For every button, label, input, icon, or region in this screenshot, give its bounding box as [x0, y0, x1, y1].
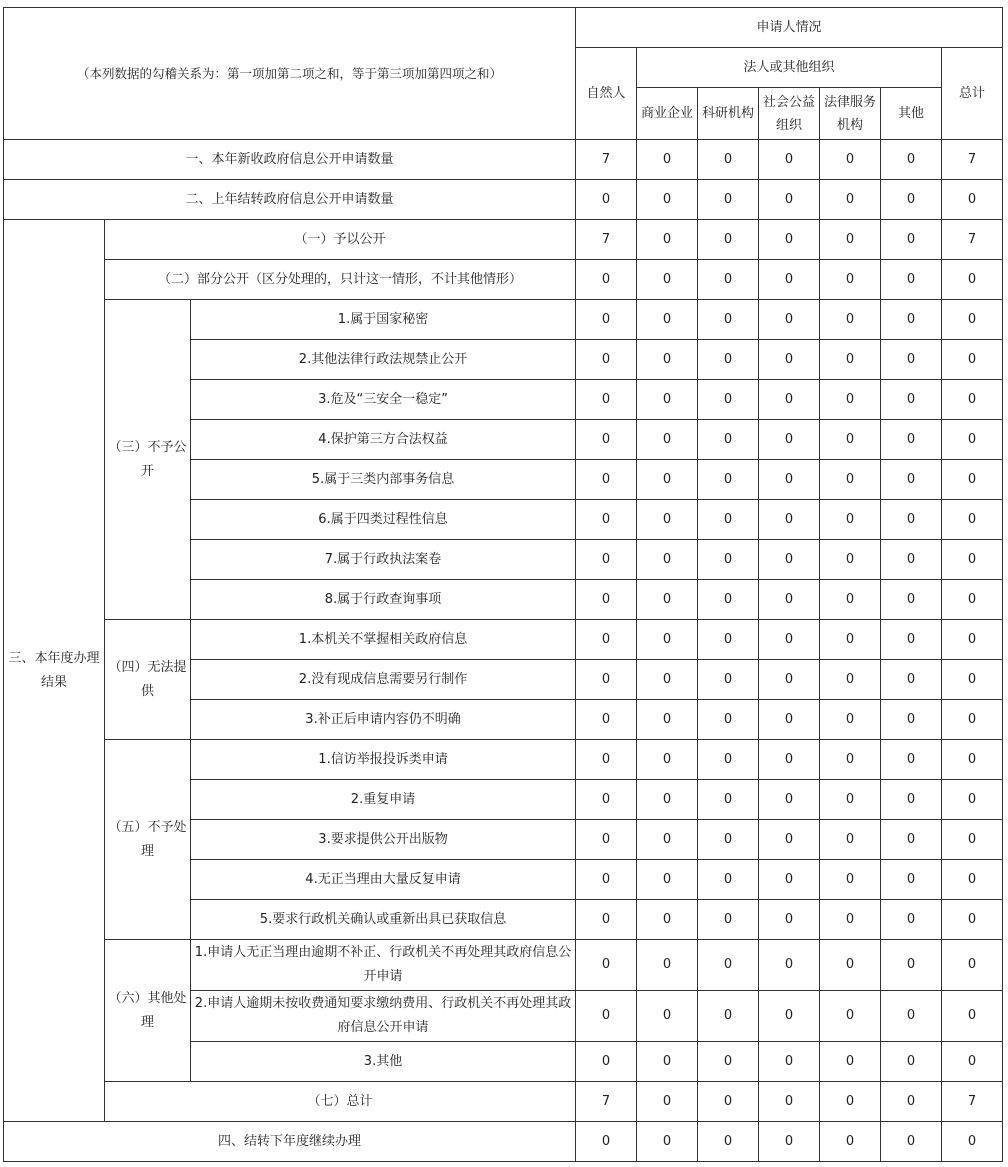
table-row	[4, 220, 1003, 260]
value-cell: 0	[881, 580, 942, 620]
row-label: （七）总计	[105, 1082, 576, 1122]
value-cell: 0	[576, 580, 637, 620]
table-row	[4, 620, 1003, 660]
row-label: 2.申请人逾期未按收费通知要求缴纳费用、行政机关不再处理其政府信息公开申请	[191, 991, 576, 1042]
value-cell: 0	[942, 620, 1003, 660]
value-cell: 0	[759, 660, 820, 700]
value-cell: 0	[942, 460, 1003, 500]
subcol-header: 社会公益组织	[759, 88, 820, 140]
total-header: 总计	[942, 48, 1003, 140]
value-cell: 0	[820, 860, 881, 900]
value-cell: 0	[637, 820, 698, 860]
value-cell: 0	[942, 540, 1003, 580]
value-cell: 0	[820, 220, 881, 260]
value-cell: 0	[576, 380, 637, 420]
value-cell: 0	[942, 660, 1003, 700]
value-cell: 0	[820, 660, 881, 700]
value-cell: 0	[637, 500, 698, 540]
value-cell: 0	[881, 420, 942, 460]
value-cell: 0	[576, 940, 637, 991]
section-label: 三、本年度办理结果	[4, 220, 105, 1122]
legal-org-header: 法人或其他组织	[637, 48, 942, 88]
value-cell: 0	[881, 940, 942, 991]
row-label: 7.属于行政执法案卷	[191, 540, 576, 580]
table-row	[4, 1082, 1003, 1122]
value-cell: 0	[759, 260, 820, 300]
row-label: 5.要求行政机关确认或重新出具已获取信息	[191, 900, 576, 940]
value-cell: 0	[576, 540, 637, 580]
disclosure-table	[3, 7, 1003, 1162]
value-cell: 0	[942, 1122, 1003, 1162]
value-cell: 0	[881, 300, 942, 340]
row-label: 8.属于行政查询事项	[191, 580, 576, 620]
value-cell: 0	[576, 500, 637, 540]
value-cell: 0	[698, 140, 759, 180]
value-cell: 0	[820, 460, 881, 500]
value-cell: 0	[942, 700, 1003, 740]
value-cell: 0	[637, 180, 698, 220]
value-cell: 0	[637, 420, 698, 460]
value-cell: 0	[759, 1122, 820, 1162]
value-cell: 0	[759, 380, 820, 420]
value-cell: 0	[637, 580, 698, 620]
value-cell: 0	[759, 460, 820, 500]
value-cell: 0	[637, 220, 698, 260]
row-label: 四、结转下年度继续办理	[4, 1122, 576, 1162]
value-cell: 0	[759, 700, 820, 740]
value-cell: 0	[942, 420, 1003, 460]
value-cell: 0	[881, 220, 942, 260]
value-cell: 0	[576, 860, 637, 900]
table-row	[4, 140, 1003, 180]
row-label: （一）予以公开	[105, 220, 576, 260]
value-cell: 0	[576, 420, 637, 460]
value-cell: 0	[820, 820, 881, 860]
table-row	[4, 1122, 1003, 1162]
row-label: 6.属于四类过程性信息	[191, 500, 576, 540]
value-cell: 0	[759, 220, 820, 260]
row-label: 一、本年新收政府信息公开申请数量	[4, 140, 576, 180]
value-cell: 0	[881, 820, 942, 860]
value-cell: 0	[881, 1082, 942, 1122]
value-cell: 0	[576, 620, 637, 660]
table-row	[4, 740, 1003, 780]
value-cell: 0	[698, 340, 759, 380]
value-cell: 0	[637, 860, 698, 900]
value-cell: 0	[881, 1042, 942, 1082]
value-cell: 0	[759, 420, 820, 460]
value-cell: 0	[698, 420, 759, 460]
value-cell: 0	[698, 1082, 759, 1122]
row-label: 5.属于三类内部事务信息	[191, 460, 576, 500]
value-cell: 0	[637, 460, 698, 500]
value-cell: 0	[637, 260, 698, 300]
value-cell: 7	[576, 140, 637, 180]
group-label: （三）不予公开	[105, 300, 191, 620]
value-cell: 0	[820, 140, 881, 180]
value-cell: 0	[881, 900, 942, 940]
value-cell: 0	[698, 860, 759, 900]
value-cell: 7	[942, 1082, 1003, 1122]
value-cell: 0	[881, 540, 942, 580]
value-cell: 0	[820, 1042, 881, 1082]
value-cell: 0	[637, 1122, 698, 1162]
note-cell: （本列数据的勾稽关系为：第一项加第二项之和，等于第三项加第四项之和）	[4, 8, 576, 140]
table-row	[4, 260, 1003, 300]
value-cell: 0	[820, 740, 881, 780]
row-label: 1.本机关不掌握相关政府信息	[191, 620, 576, 660]
value-cell: 0	[820, 700, 881, 740]
value-cell: 0	[759, 1082, 820, 1122]
value-cell: 0	[637, 700, 698, 740]
value-cell: 0	[820, 1082, 881, 1122]
value-cell: 0	[820, 380, 881, 420]
value-cell: 0	[698, 460, 759, 500]
value-cell: 0	[576, 740, 637, 780]
value-cell: 0	[637, 740, 698, 780]
value-cell: 0	[759, 860, 820, 900]
subcol-header: 科研机构	[698, 88, 759, 140]
table-row	[4, 300, 1003, 340]
row-label: 1.信访举报投诉类申请	[191, 740, 576, 780]
value-cell: 0	[637, 1082, 698, 1122]
value-cell: 0	[820, 1122, 881, 1162]
value-cell: 0	[942, 940, 1003, 991]
value-cell: 0	[698, 660, 759, 700]
value-cell: 0	[698, 740, 759, 780]
value-cell: 0	[820, 580, 881, 620]
subcol-header: 其他	[881, 88, 942, 140]
value-cell: 0	[759, 620, 820, 660]
group-label: （四）无法提供	[105, 620, 191, 740]
value-cell: 0	[759, 140, 820, 180]
value-cell: 0	[698, 580, 759, 620]
value-cell: 0	[881, 500, 942, 540]
value-cell: 0	[637, 780, 698, 820]
applicant-header: 申请人情况	[576, 8, 1003, 48]
value-cell: 0	[698, 900, 759, 940]
value-cell: 0	[576, 660, 637, 700]
table-row	[4, 940, 1003, 991]
value-cell: 0	[698, 1122, 759, 1162]
value-cell: 0	[881, 180, 942, 220]
value-cell: 0	[698, 500, 759, 540]
value-cell: 0	[881, 660, 942, 700]
value-cell: 0	[942, 500, 1003, 540]
value-cell: 0	[881, 700, 942, 740]
row-label: （二）部分公开（区分处理的，只计这一情形，不计其他情形）	[105, 260, 576, 300]
group-label: （五）不予处理	[105, 740, 191, 940]
value-cell: 0	[820, 260, 881, 300]
value-cell: 0	[942, 300, 1003, 340]
value-cell: 0	[637, 380, 698, 420]
table-row	[4, 180, 1003, 220]
value-cell: 0	[576, 180, 637, 220]
subcol-header: 法律服务机构	[820, 88, 881, 140]
value-cell: 0	[881, 860, 942, 900]
value-cell: 0	[576, 820, 637, 860]
row-label: 2.没有现成信息需要另行制作	[191, 660, 576, 700]
row-label: 4.保护第三方合法权益	[191, 420, 576, 460]
value-cell: 0	[820, 500, 881, 540]
value-cell: 0	[698, 220, 759, 260]
value-cell: 0	[881, 780, 942, 820]
value-cell: 0	[820, 300, 881, 340]
value-cell: 0	[698, 1042, 759, 1082]
value-cell: 0	[759, 1042, 820, 1082]
value-cell: 0	[637, 940, 698, 991]
value-cell: 0	[942, 860, 1003, 900]
value-cell: 0	[759, 500, 820, 540]
value-cell: 0	[698, 820, 759, 860]
value-cell: 0	[576, 300, 637, 340]
value-cell: 0	[820, 940, 881, 991]
subcol-header: 商业企业	[637, 88, 698, 140]
value-cell: 0	[759, 740, 820, 780]
value-cell: 0	[820, 340, 881, 380]
value-cell: 0	[942, 580, 1003, 620]
value-cell: 7	[942, 140, 1003, 180]
value-cell: 0	[759, 991, 820, 1042]
value-cell: 0	[881, 740, 942, 780]
value-cell: 0	[942, 380, 1003, 420]
value-cell: 0	[942, 740, 1003, 780]
value-cell: 0	[820, 180, 881, 220]
value-cell: 0	[698, 991, 759, 1042]
value-cell: 0	[698, 700, 759, 740]
value-cell: 0	[759, 580, 820, 620]
value-cell: 0	[637, 540, 698, 580]
value-cell: 7	[942, 220, 1003, 260]
value-cell: 0	[881, 991, 942, 1042]
value-cell: 0	[881, 1122, 942, 1162]
row-label: 2.其他法律行政法规禁止公开	[191, 340, 576, 380]
value-cell: 0	[942, 820, 1003, 860]
value-cell: 0	[637, 140, 698, 180]
value-cell: 0	[637, 620, 698, 660]
value-cell: 0	[942, 1042, 1003, 1082]
value-cell: 0	[820, 900, 881, 940]
value-cell: 0	[576, 1042, 637, 1082]
value-cell: 0	[942, 260, 1003, 300]
value-cell: 0	[881, 460, 942, 500]
value-cell: 0	[698, 620, 759, 660]
value-cell: 0	[942, 900, 1003, 940]
value-cell: 0	[820, 780, 881, 820]
value-cell: 0	[881, 620, 942, 660]
value-cell: 0	[576, 1122, 637, 1162]
row-label: 3.其他	[191, 1042, 576, 1082]
value-cell: 0	[820, 991, 881, 1042]
value-cell: 7	[576, 220, 637, 260]
value-cell: 0	[820, 540, 881, 580]
value-cell: 0	[820, 620, 881, 660]
value-cell: 0	[637, 900, 698, 940]
row-label: 二、上年结转政府信息公开申请数量	[4, 180, 576, 220]
value-cell: 0	[637, 991, 698, 1042]
value-cell: 0	[942, 991, 1003, 1042]
value-cell: 0	[698, 380, 759, 420]
value-cell: 0	[698, 180, 759, 220]
value-cell: 0	[576, 780, 637, 820]
row-label: 3.补正后申请内容仍不明确	[191, 700, 576, 740]
value-cell: 0	[759, 540, 820, 580]
row-label: 4.无正当理由大量反复申请	[191, 860, 576, 900]
value-cell: 0	[942, 780, 1003, 820]
value-cell: 0	[759, 300, 820, 340]
value-cell: 0	[698, 780, 759, 820]
value-cell: 0	[881, 260, 942, 300]
value-cell: 0	[698, 940, 759, 991]
value-cell: 0	[759, 820, 820, 860]
value-cell: 0	[637, 340, 698, 380]
value-cell: 0	[759, 340, 820, 380]
value-cell: 0	[637, 660, 698, 700]
value-cell: 0	[942, 340, 1003, 380]
value-cell: 0	[698, 540, 759, 580]
row-label: 2.重复申请	[191, 780, 576, 820]
value-cell: 0	[637, 300, 698, 340]
value-cell: 0	[881, 140, 942, 180]
value-cell: 0	[698, 260, 759, 300]
row-label: 3.危及“三安全一稳定”	[191, 380, 576, 420]
natural-person-header: 自然人	[576, 48, 637, 140]
value-cell: 0	[576, 700, 637, 740]
value-cell: 7	[576, 1082, 637, 1122]
value-cell: 0	[576, 900, 637, 940]
value-cell: 0	[759, 900, 820, 940]
value-cell: 0	[637, 1042, 698, 1082]
value-cell: 0	[759, 180, 820, 220]
value-cell: 0	[576, 991, 637, 1042]
value-cell: 0	[881, 340, 942, 380]
row-label: 3.要求提供公开出版物	[191, 820, 576, 860]
value-cell: 0	[576, 460, 637, 500]
value-cell: 0	[820, 420, 881, 460]
row-label: 1.属于国家秘密	[191, 300, 576, 340]
group-label: （六）其他处理	[105, 940, 191, 1082]
value-cell: 0	[759, 940, 820, 991]
value-cell: 0	[576, 260, 637, 300]
value-cell: 0	[942, 180, 1003, 220]
value-cell: 0	[881, 380, 942, 420]
value-cell: 0	[576, 340, 637, 380]
row-label: 1.申请人无正当理由逾期不补正、行政机关不再处理其政府信息公开申请	[191, 940, 576, 991]
value-cell: 0	[759, 780, 820, 820]
value-cell: 0	[698, 300, 759, 340]
